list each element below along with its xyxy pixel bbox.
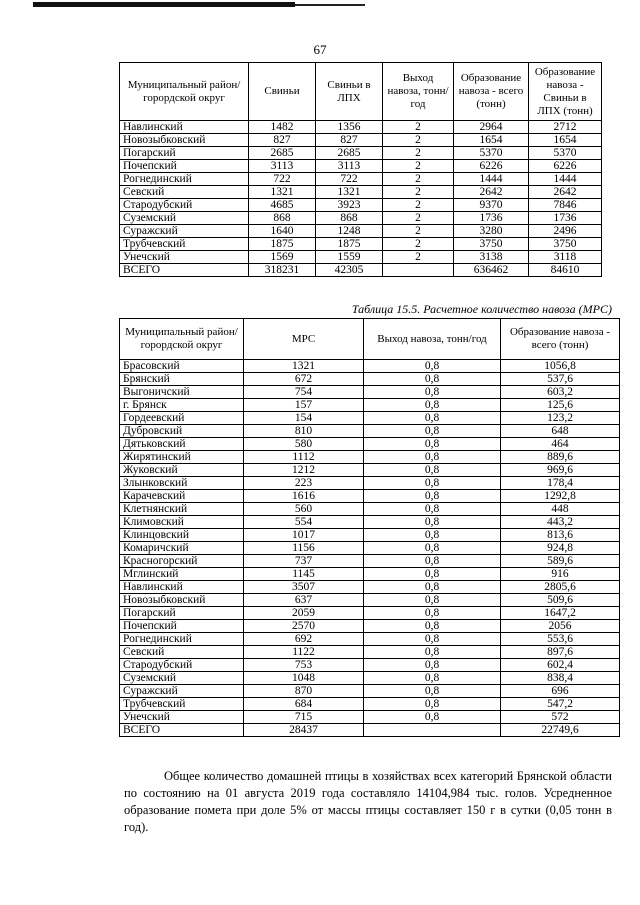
cell-district: Трубчевский [120, 698, 244, 711]
cell-value: 692 [244, 633, 364, 646]
table-row [120, 620, 620, 633]
cell-value: 2 [383, 160, 454, 173]
cell-value: 2 [383, 225, 454, 238]
cell-district: Суземский [120, 672, 244, 685]
table-header-row [120, 319, 620, 360]
cell-value: 5370 [454, 147, 529, 160]
cell-value: 547,2 [501, 698, 620, 711]
cell-value: 0,8 [364, 386, 501, 399]
cell-value: 1212 [244, 464, 364, 477]
cell-value [364, 724, 501, 737]
table-row [120, 264, 602, 277]
table-caption: Таблица 15.5. Расчетное количество навоза (МРС) [351, 302, 612, 316]
header-manure-output: Выход навоза, тонн/год [383, 63, 454, 121]
cell-value: 123,2 [501, 412, 620, 425]
cell-district: Брасовский [120, 360, 244, 373]
cell-district: Жирятинский [120, 451, 244, 464]
table-row [120, 360, 620, 373]
cell-value: 2685 [249, 147, 316, 160]
cell-value: 0,8 [364, 503, 501, 516]
cell-value: 572 [501, 711, 620, 724]
cell-value: 1321 [316, 186, 383, 199]
header-manure-total: Образование навоза - всего (тонн) [454, 63, 529, 121]
table-header-row [120, 63, 602, 121]
table-row [120, 516, 620, 529]
cell-value: 2 [383, 121, 454, 134]
cell-district: Жуковский [120, 464, 244, 477]
cell-value: 0,8 [364, 542, 501, 555]
cell-district: Севский [120, 646, 244, 659]
cell-value: 1145 [244, 568, 364, 581]
cell-value: 178,4 [501, 477, 620, 490]
cell-value: 3750 [454, 238, 529, 251]
cell-value: 3507 [244, 581, 364, 594]
cell-value: 4685 [249, 199, 316, 212]
cell-value: 0,8 [364, 464, 501, 477]
cell-value: 0,8 [364, 373, 501, 386]
cell-district: Климовский [120, 516, 244, 529]
cell-value: 637 [244, 594, 364, 607]
cell-value: 868 [316, 212, 383, 225]
cell-value: 722 [316, 173, 383, 186]
table-row [120, 399, 620, 412]
cell-value: 1112 [244, 451, 364, 464]
cell-district: Карачевский [120, 490, 244, 503]
cell-district: Клетнянский [120, 503, 244, 516]
cell-district: Погарский [120, 607, 244, 620]
cell-district: Злынковский [120, 477, 244, 490]
table-row [120, 555, 620, 568]
table-row [120, 160, 602, 173]
cell-value: 2 [383, 186, 454, 199]
cell-value: 0,8 [364, 477, 501, 490]
table-row [120, 134, 602, 147]
cell-district: Гордеевский [120, 412, 244, 425]
page-number: 67 [313, 42, 327, 57]
cell-value: 554 [244, 516, 364, 529]
cell-value: 810 [244, 425, 364, 438]
cell-district: ВСЕГО [120, 264, 249, 277]
cell-value: 696 [501, 685, 620, 698]
cell-value: 753 [244, 659, 364, 672]
table-small-cattle-manure [119, 318, 620, 737]
cell-value: 0,8 [364, 438, 501, 451]
cell-district: Погарский [120, 147, 249, 160]
cell-value: 1647,2 [501, 607, 620, 620]
cell-district: г. Брянск [120, 399, 244, 412]
cell-value: 1292,8 [501, 490, 620, 503]
cell-value: 0,8 [364, 620, 501, 633]
table-row [120, 607, 620, 620]
cell-value: 924,8 [501, 542, 620, 555]
body-paragraph: Общее количество домашней птицы в хозяйствах всех категорий Брянской области по состоянию на 01 августа 2019 года составляло 14104,984 тыс. голов. Усредненное образование помета при доле 5% от массы птицы составляет 150 г в сутки (0,05 тонн в год). [124, 769, 612, 834]
table-row [120, 633, 620, 646]
cell-value: 84610 [529, 264, 602, 277]
table-row [120, 438, 620, 451]
cell-value: 3280 [454, 225, 529, 238]
cell-value: 2 [383, 212, 454, 225]
table-row [120, 672, 620, 685]
cell-value: 0,8 [364, 516, 501, 529]
scan-edge-mark [33, 2, 295, 7]
table-body [120, 360, 620, 737]
table-row [120, 568, 620, 581]
table-row [120, 464, 620, 477]
cell-value: 0,8 [364, 425, 501, 438]
cell-value: 2 [383, 147, 454, 160]
cell-value: 684 [244, 698, 364, 711]
cell-value: 0,8 [364, 451, 501, 464]
table-row [120, 529, 620, 542]
cell-value: 157 [244, 399, 364, 412]
cell-value: 589,6 [501, 555, 620, 568]
table-row [120, 646, 620, 659]
cell-value: 1156 [244, 542, 364, 555]
cell-value: 0,8 [364, 711, 501, 724]
cell-value: 2570 [244, 620, 364, 633]
cell-value: 2 [383, 173, 454, 186]
cell-value: 2685 [316, 147, 383, 160]
table-row [120, 251, 602, 264]
table-body [120, 121, 602, 277]
cell-value: 2 [383, 199, 454, 212]
cell-district: Суражский [120, 225, 249, 238]
cell-value: 2712 [529, 121, 602, 134]
cell-district: Стародубский [120, 659, 244, 672]
cell-value: 0,8 [364, 607, 501, 620]
cell-value: 1248 [316, 225, 383, 238]
cell-value: 2642 [454, 186, 529, 199]
cell-value: 0,8 [364, 581, 501, 594]
cell-value: 2 [383, 251, 454, 264]
table-row [120, 698, 620, 711]
cell-district: Почепский [120, 160, 249, 173]
cell-district: Трубчевский [120, 238, 249, 251]
cell-value: 2805,6 [501, 581, 620, 594]
cell-value: 2056 [501, 620, 620, 633]
cell-value: 3113 [249, 160, 316, 173]
table-pigs-manure [119, 62, 602, 277]
table-row [120, 451, 620, 464]
cell-value: 603,2 [501, 386, 620, 399]
cell-value: 889,6 [501, 451, 620, 464]
cell-value: 6226 [529, 160, 602, 173]
cell-value: 827 [316, 134, 383, 147]
cell-district: Мглинский [120, 568, 244, 581]
cell-value: 0,8 [364, 399, 501, 412]
table-row [120, 542, 620, 555]
cell-value: 715 [244, 711, 364, 724]
cell-district: Новозыбковский [120, 594, 244, 607]
cell-value: 318231 [249, 264, 316, 277]
cell-value: 916 [501, 568, 620, 581]
cell-value: 580 [244, 438, 364, 451]
cell-value: 722 [249, 173, 316, 186]
cell-value: 0,8 [364, 672, 501, 685]
cell-value: 813,6 [501, 529, 620, 542]
cell-value: 560 [244, 503, 364, 516]
cell-value: 553,6 [501, 633, 620, 646]
table-row [120, 212, 602, 225]
table-row [120, 225, 602, 238]
cell-value: 0,8 [364, 529, 501, 542]
cell-value: 1356 [316, 121, 383, 134]
header-manure-lph: Образование навоза - Свиньи в ЛПХ (тонн) [529, 63, 602, 121]
cell-value: 28437 [244, 724, 364, 737]
cell-value: 3113 [316, 160, 383, 173]
table-row [120, 386, 620, 399]
cell-district: Рогнединский [120, 633, 244, 646]
table-row [120, 711, 620, 724]
cell-value [383, 264, 454, 277]
cell-district: Выгоничский [120, 386, 244, 399]
cell-value: 636462 [454, 264, 529, 277]
cell-value: 223 [244, 477, 364, 490]
scan-edge-mark-thin [295, 4, 365, 6]
cell-value: 0,8 [364, 412, 501, 425]
cell-district: Навлинский [120, 121, 249, 134]
cell-value: 509,6 [501, 594, 620, 607]
cell-value: 2 [383, 134, 454, 147]
cell-value: 1875 [316, 238, 383, 251]
cell-value: 3118 [529, 251, 602, 264]
cell-value: 2964 [454, 121, 529, 134]
cell-value: 0,8 [364, 555, 501, 568]
cell-district: Навлинский [120, 581, 244, 594]
cell-value: 2 [383, 238, 454, 251]
cell-value: 838,4 [501, 672, 620, 685]
cell-value: 6226 [454, 160, 529, 173]
cell-district: Унечский [120, 251, 249, 264]
cell-value: 0,8 [364, 646, 501, 659]
table-row [120, 659, 620, 672]
cell-district: Брянский [120, 373, 244, 386]
cell-value: 1321 [244, 360, 364, 373]
table-row [120, 425, 620, 438]
cell-value: 537,6 [501, 373, 620, 386]
cell-value: 464 [501, 438, 620, 451]
table-row [120, 685, 620, 698]
cell-value: 1616 [244, 490, 364, 503]
table-row [120, 238, 602, 251]
cell-value: 1654 [529, 134, 602, 147]
cell-value: 1321 [249, 186, 316, 199]
header-manure-total: Образование навоза - всего (тонн) [501, 319, 620, 360]
cell-value: 1444 [529, 173, 602, 186]
cell-value: 443,2 [501, 516, 620, 529]
cell-value: 1444 [454, 173, 529, 186]
cell-value: 1736 [454, 212, 529, 225]
cell-district: Комаричский [120, 542, 244, 555]
cell-district: Севский [120, 186, 249, 199]
cell-value: 672 [244, 373, 364, 386]
cell-value: 1056,8 [501, 360, 620, 373]
cell-value: 1654 [454, 134, 529, 147]
cell-value: 0,8 [364, 698, 501, 711]
cell-value: 2059 [244, 607, 364, 620]
cell-value: 0,8 [364, 633, 501, 646]
table-row [120, 186, 602, 199]
table-row [120, 503, 620, 516]
cell-value: 0,8 [364, 360, 501, 373]
table-row [120, 373, 620, 386]
header-manure-output: Выход навоза, тонн/год [364, 319, 501, 360]
cell-district: Рогнединский [120, 173, 249, 186]
cell-value: 737 [244, 555, 364, 568]
cell-value: 1482 [249, 121, 316, 134]
cell-value: 754 [244, 386, 364, 399]
header-pigs: Свиньи [249, 63, 316, 121]
table-row [120, 724, 620, 737]
cell-district: Красногорский [120, 555, 244, 568]
cell-value: 1048 [244, 672, 364, 685]
cell-value: 5370 [529, 147, 602, 160]
cell-value: 1736 [529, 212, 602, 225]
cell-value: 969,6 [501, 464, 620, 477]
cell-value: 125,6 [501, 399, 620, 412]
cell-value: 2496 [529, 225, 602, 238]
cell-district: Почепский [120, 620, 244, 633]
cell-value: 1122 [244, 646, 364, 659]
table-row [120, 412, 620, 425]
cell-district: Суражский [120, 685, 244, 698]
table-row [120, 477, 620, 490]
table-row [120, 147, 602, 160]
cell-value: 868 [249, 212, 316, 225]
cell-value: 602,4 [501, 659, 620, 672]
table-row [120, 121, 602, 134]
cell-value: 1569 [249, 251, 316, 264]
table-row [120, 173, 602, 186]
cell-value: 648 [501, 425, 620, 438]
cell-value: 870 [244, 685, 364, 698]
cell-value: 0,8 [364, 659, 501, 672]
table-row [120, 581, 620, 594]
header-small-cattle: МРС [244, 319, 364, 360]
cell-value: 9370 [454, 199, 529, 212]
cell-value: 3750 [529, 238, 602, 251]
cell-district: Дятьковский [120, 438, 244, 451]
cell-value: 3138 [454, 251, 529, 264]
cell-value: 0,8 [364, 568, 501, 581]
cell-value: 448 [501, 503, 620, 516]
cell-value: 154 [244, 412, 364, 425]
cell-value: 0,8 [364, 490, 501, 503]
header-pigs-lph: Свиньи в ЛПХ [316, 63, 383, 121]
cell-value: 897,6 [501, 646, 620, 659]
cell-district: ВСЕГО [120, 724, 244, 737]
table-row [120, 490, 620, 503]
cell-value: 22749,6 [501, 724, 620, 737]
cell-value: 7846 [529, 199, 602, 212]
table-row [120, 594, 620, 607]
cell-value: 827 [249, 134, 316, 147]
table-row [120, 199, 602, 212]
cell-district: Унечский [120, 711, 244, 724]
header-district: Муниципальный район/горордской округ [120, 63, 249, 121]
cell-district: Дубровский [120, 425, 244, 438]
cell-value: 3923 [316, 199, 383, 212]
cell-value: 0,8 [364, 594, 501, 607]
cell-district: Суземский [120, 212, 249, 225]
cell-value: 0,8 [364, 685, 501, 698]
cell-value: 1640 [249, 225, 316, 238]
header-district: Муниципальный район/горордской округ [120, 319, 244, 360]
cell-value: 1875 [249, 238, 316, 251]
cell-district: Новозыбковский [120, 134, 249, 147]
cell-district: Стародубский [120, 199, 249, 212]
cell-value: 42305 [316, 264, 383, 277]
cell-district: Клинцовский [120, 529, 244, 542]
cell-value: 1559 [316, 251, 383, 264]
cell-value: 2642 [529, 186, 602, 199]
cell-value: 1017 [244, 529, 364, 542]
